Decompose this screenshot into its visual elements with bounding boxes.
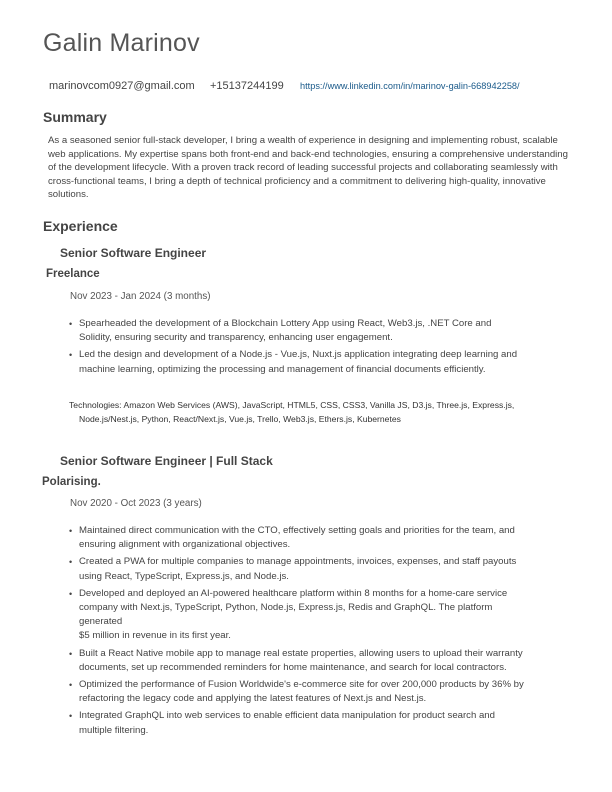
job-dates: Nov 2023 - Jan 2024 (3 months) bbox=[70, 291, 211, 302]
job-technologies: Technologies: Amazon Web Services (AWS), JavaScript, HTML5, CSS, CSS3, Vanilla JS, D3.js, Three.js, Express.js, Node.js/Nest.js, Python, React/Next.js, Vue.js, Trello, Web3.js, Ethers.js, Kubernetes bbox=[69, 400, 515, 425]
contact-email[interactable]: marinovcom0927@gmail.com bbox=[49, 80, 195, 92]
list-item: • Built a React Native mobile app to manage real estate properties, allowing users to upload their warranty documents, set up recommended reminders for home maintenance, and search for local contractors. bbox=[69, 647, 529, 675]
summary-text: As a seasoned senior full-stack developer, I bring a wealth of experience in designing and implementing robust, scalable web applications. My expertise spans both front-end and back-end technologies, ensuring a comprehensive understanding of the development lifecycle. With a proven track record of leading successful projects and collaborating seamlessly with cross-functional teams, I bring a depth of technical proficiency and a commitment to delivering high-quality, innovative solutions. bbox=[48, 135, 568, 201]
bullet-text-continued: $5 million in revenue in its first year. bbox=[79, 630, 231, 642]
list-item: • Integrated GraphQL into web services to enable efficient data manipulation for product search and multiple filtering. bbox=[69, 709, 529, 737]
job-title: Senior Software Engineer bbox=[60, 246, 207, 260]
job-company: Polarising. bbox=[42, 476, 101, 488]
job-bullets bbox=[69, 524, 529, 738]
job-bullets bbox=[69, 317, 519, 377]
list-item: • Maintained direct communication with the CTO, effectively setting goals and priorities for the team, and ensuring alignment with organizational objectives. bbox=[69, 524, 529, 552]
job-dates: Nov 2020 - Oct 2023 (3 years) bbox=[70, 498, 202, 509]
list-item bbox=[69, 587, 529, 644]
list-item: • Created a PWA for multiple companies to manage appointments, invoices, expenses, and staff payouts using React, TypeScript, Express.js, and Node.js. bbox=[69, 555, 529, 583]
experience-heading: Experience bbox=[43, 218, 118, 234]
linkedin-link[interactable]: https://www.linkedin.com/in/marinov-galin-668942258/ bbox=[300, 81, 520, 91]
summary-heading: Summary bbox=[43, 109, 107, 125]
candidate-name: Galin Marinov bbox=[43, 29, 200, 57]
list-item: • Optimized the performance of Fusion Worldwide's e-commerce site for over 200,000 products by 36% by refactoring the legacy code and applying the latest features of Next.js and Nest.js. bbox=[69, 678, 529, 706]
job-title: Senior Software Engineer | Full Stack bbox=[60, 454, 273, 468]
contact-phone[interactable]: +15137244199 bbox=[210, 80, 284, 92]
list-item: • Led the design and development of a Node.js - Vue.js, Nuxt.js application integrating deep learning and machine learning, optimizing the processing and management of financial documents efficiently. bbox=[69, 348, 519, 376]
list-item: • Spearheaded the development of a Blockchain Lottery App using React, Web3.js, .NET Core and Solidity, ensuring security and transparency, enhancing user engagement. bbox=[69, 317, 519, 345]
bullet-text: Developed and deployed an AI-powered healthcare platform within 8 months for a home-care service company with Next.js, TypeScript, Python, Node.js, Express.js, Redis and GraphQL. The platform generated bbox=[79, 587, 508, 628]
job-company: Freelance bbox=[46, 268, 100, 280]
